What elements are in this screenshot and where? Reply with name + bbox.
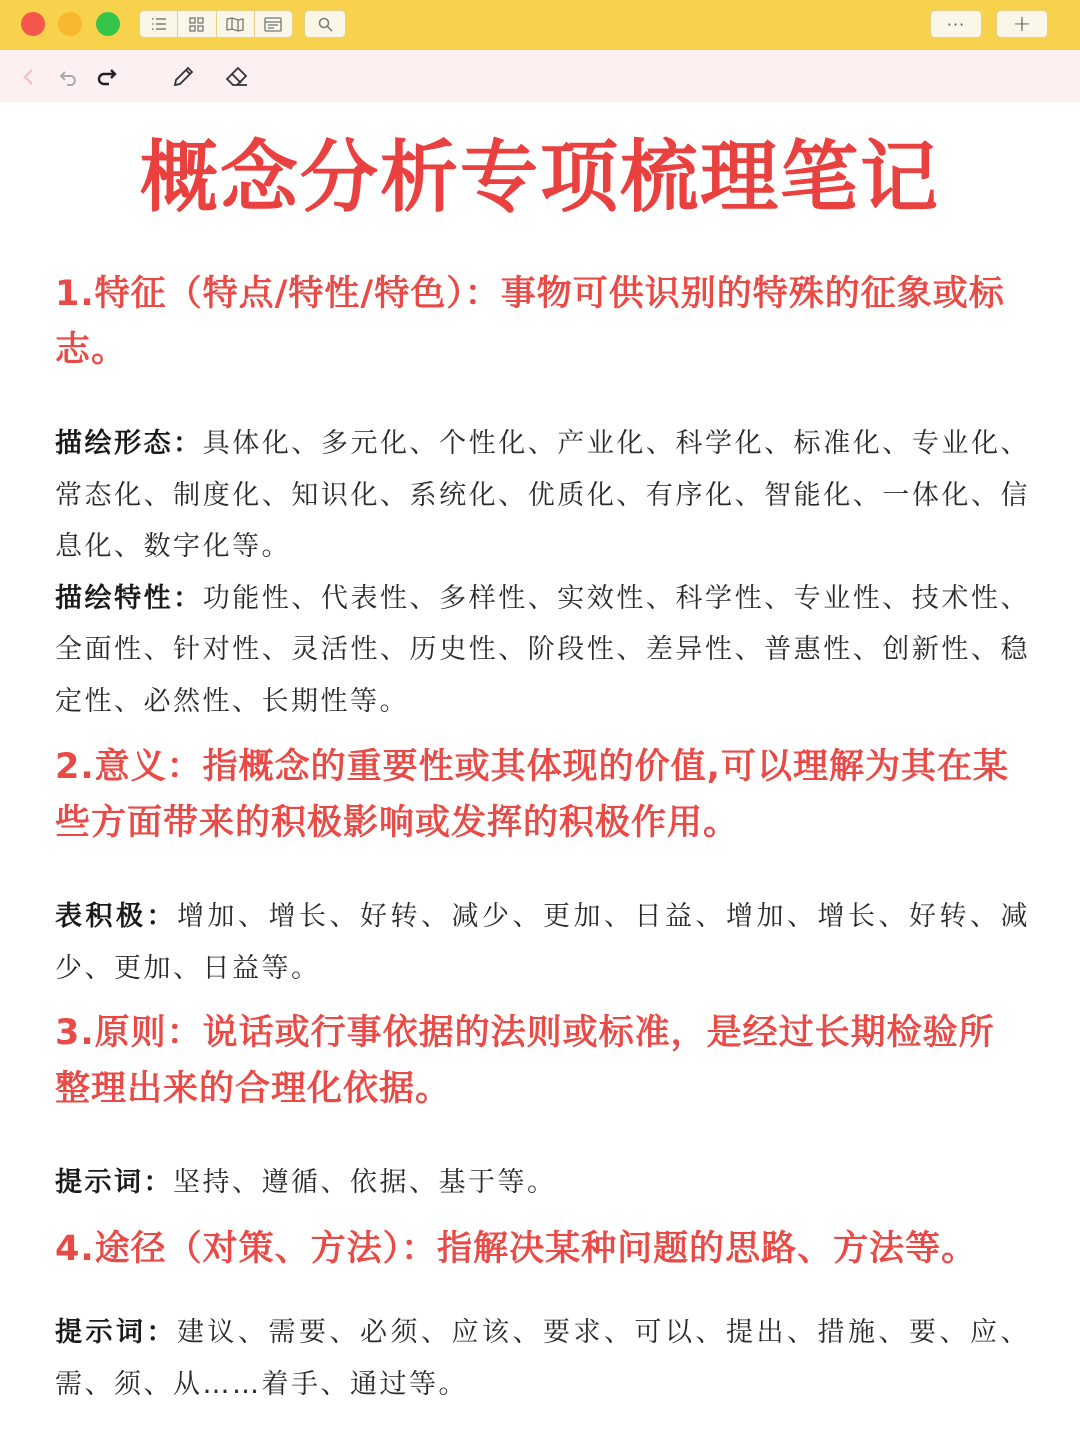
map-icon	[226, 17, 244, 32]
paragraph-text: 增加、增长、好转、减少、更加、日益、增加、增长、好转、减少、更加、日益等。	[55, 901, 1030, 984]
paragraph	[55, 891, 1030, 994]
paragraph	[55, 1307, 1030, 1410]
section-principles	[55, 1005, 1030, 1209]
app-toolbar	[0, 0, 1080, 50]
paragraph	[55, 1157, 1030, 1209]
eraser-icon	[224, 65, 250, 89]
paragraph-text: 功能性、代表性、多样性、实效性、科学性、专业性、技术性、全面性、针对性、灵活性、历史性、阶段性、差异性、普惠性、创新性、稳定性、必然性、长期性等。	[55, 582, 1030, 717]
view-mode-group	[139, 10, 293, 38]
paragraph-text: 建议、需要、必须、应该、要求、可以、提出、措施、要、应、需、须、从……着手、通过等。	[55, 1317, 1030, 1400]
back-icon	[22, 67, 36, 87]
browser-icon	[264, 17, 282, 32]
search-button[interactable]	[304, 10, 346, 38]
paragraph-text: 坚持、遵循、依据、基于等。	[173, 1167, 557, 1198]
undo-button[interactable]	[56, 64, 82, 90]
section-heading: 1.特征（特点/特性/特色）：事物可供识别的特殊的征象或标志。	[55, 274, 1005, 370]
add-button[interactable]: +	[996, 10, 1048, 38]
grid-icon	[189, 17, 204, 32]
more-button[interactable]: ···	[930, 10, 982, 38]
paragraph-label: 描绘特性：	[55, 582, 203, 614]
edit-toolbar	[0, 50, 1080, 102]
paragraph-label: 描绘形态：	[55, 428, 203, 459]
grid-view-button[interactable]	[178, 11, 216, 37]
redo-button[interactable]	[94, 64, 120, 90]
map-view-button[interactable]	[217, 11, 255, 37]
section-heading: 3.原则：说话或行事依据的法则或标准，是经过长期检验所整理出来的合理化依据。	[55, 1013, 995, 1109]
search-icon	[318, 17, 333, 32]
paragraph	[55, 418, 1030, 573]
minimize-window-button[interactable]	[58, 12, 82, 36]
paragraph-label: 提示词：	[55, 1167, 173, 1198]
back-button[interactable]	[16, 64, 42, 90]
paragraph-label: 表积极：	[55, 901, 177, 932]
paragraph	[55, 573, 1030, 728]
paragraph-label: 提示词：	[55, 1317, 177, 1348]
browser-view-button[interactable]	[255, 11, 292, 37]
list-icon	[151, 17, 167, 31]
section-heading: 2.意义：指概念的重要性或其体现的价值,可以理解为其在某些方面带来的积极影响或发挥的积极作用。	[55, 747, 1009, 843]
pen-tool-button[interactable]	[170, 64, 196, 90]
pen-icon	[171, 65, 195, 89]
eraser-tool-button[interactable]	[224, 64, 250, 90]
list-view-button[interactable]	[140, 11, 178, 37]
section-heading: 4.途径（对策、方法）：指解决某种问题的思路、方法等。	[55, 1229, 978, 1269]
undo-icon	[58, 68, 80, 86]
maximize-window-button[interactable]	[96, 12, 120, 36]
page-title: 概念分析专项梳理笔记	[139, 133, 940, 223]
section-approaches	[55, 1221, 1030, 1410]
section-features	[55, 266, 1030, 727]
section-significance	[55, 739, 1030, 994]
close-window-button[interactable]	[21, 12, 45, 36]
paragraph-text: 具体化、多元化、个性化、产业化、科学化、标准化、专业化、常态化、制度化、知识化、系统化、优质化、有序化、智能化、一体化、信息化、数字化等。	[55, 428, 1030, 562]
redo-icon	[96, 68, 118, 86]
